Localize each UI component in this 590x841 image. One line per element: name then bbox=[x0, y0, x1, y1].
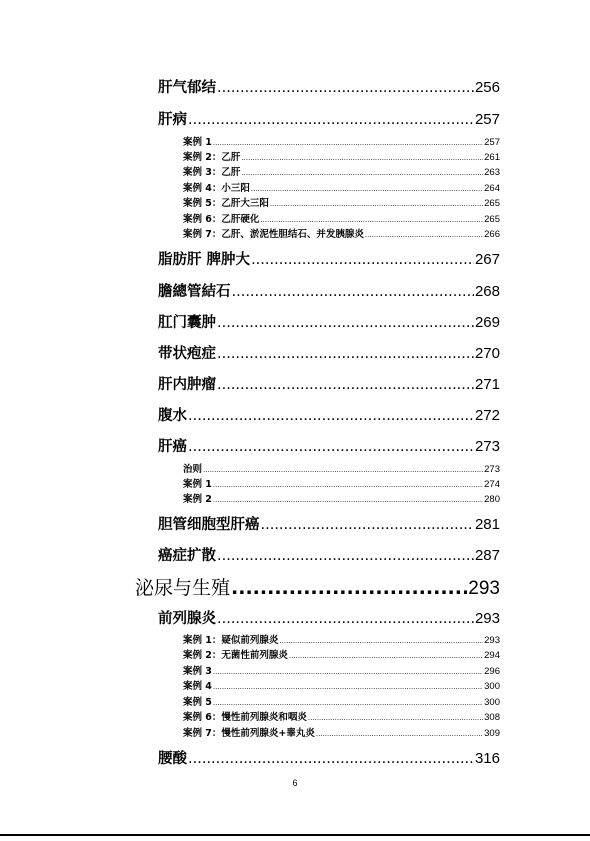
dot-leader bbox=[213, 481, 483, 489]
toc-subentry[interactable] bbox=[183, 725, 500, 739]
dot-leader bbox=[213, 139, 483, 147]
toc-subentry[interactable] bbox=[183, 632, 500, 646]
dot-leader bbox=[270, 200, 483, 208]
toc-subentry[interactable] bbox=[183, 647, 500, 661]
toc-page-number: 256 bbox=[474, 79, 500, 96]
toc-entry-title: 膽總管結石 bbox=[158, 284, 231, 300]
toc-page-number: 263 bbox=[484, 167, 500, 178]
dot-leader bbox=[241, 169, 483, 177]
toc-entry-title: 带状疱症 bbox=[158, 346, 216, 362]
toc-page-number: 293 bbox=[468, 578, 500, 599]
dot-leader bbox=[217, 346, 474, 362]
toc-subentry[interactable] bbox=[183, 226, 500, 240]
dot-leader bbox=[232, 284, 474, 300]
toc-page-number: 272 bbox=[474, 407, 500, 424]
toc-page-number: 257 bbox=[474, 111, 500, 128]
toc-entry-title: 案例 7：乙肝、淤泥性胆结石、并发胰腺炎 bbox=[183, 229, 364, 240]
dot-leader bbox=[217, 548, 474, 564]
toc-page-number: 316 bbox=[474, 750, 500, 767]
dot-leader bbox=[213, 699, 483, 707]
toc-subentry[interactable] bbox=[183, 694, 500, 708]
toc-entry-title: 肛门囊肿 bbox=[158, 315, 216, 331]
toc-subentry[interactable] bbox=[183, 164, 500, 178]
toc-page-number: 267 bbox=[474, 251, 500, 268]
toc-page-number: 281 bbox=[474, 516, 500, 533]
dot-leader bbox=[365, 231, 483, 239]
toc-page-number: 280 bbox=[484, 494, 500, 505]
toc-entry[interactable] bbox=[158, 76, 500, 97]
dot-leader bbox=[203, 466, 483, 474]
page-number: 6 bbox=[292, 778, 298, 788]
toc-entry-title: 胆管细胞型肝癌 bbox=[158, 517, 260, 533]
dot-leader bbox=[188, 408, 474, 424]
toc-entry[interactable] bbox=[158, 280, 500, 301]
toc-subentry[interactable] bbox=[183, 211, 500, 225]
toc-page-number: 309 bbox=[484, 728, 500, 739]
toc-entry[interactable] bbox=[158, 544, 500, 565]
toc-entry-title: 案例 6：慢性前列腺炎和咽炎 bbox=[183, 712, 307, 723]
toc-entry-title: 案例 7：慢性前列腺炎+睾丸炎 bbox=[183, 728, 315, 739]
toc-entry-title: 泌尿与生殖 bbox=[135, 577, 231, 599]
toc-page-number: 273 bbox=[474, 438, 500, 455]
dot-leader bbox=[231, 577, 467, 599]
toc-entry-title: 癌症扩散 bbox=[158, 548, 216, 564]
toc-entry[interactable] bbox=[158, 435, 500, 456]
dot-leader bbox=[251, 185, 483, 193]
toc-entry-title: 案例 5 bbox=[183, 697, 212, 708]
toc-entry-title: 肝病 bbox=[158, 112, 187, 128]
dot-leader bbox=[213, 668, 483, 676]
toc-page-number: 269 bbox=[474, 314, 500, 331]
toc-subentry[interactable] bbox=[183, 663, 500, 677]
toc-page-number: 300 bbox=[484, 697, 500, 708]
dot-leader bbox=[241, 154, 483, 162]
dot-leader bbox=[217, 80, 474, 96]
dot-leader bbox=[308, 714, 483, 722]
toc-subentry[interactable] bbox=[183, 678, 500, 692]
toc-section-heading[interactable] bbox=[135, 573, 500, 600]
toc-entry[interactable] bbox=[158, 513, 500, 534]
toc-subentry[interactable] bbox=[183, 491, 500, 505]
toc-entry-title: 脂肪肝 脾肿大 bbox=[158, 252, 251, 268]
toc-page-number: 257 bbox=[484, 137, 500, 148]
dot-leader bbox=[213, 683, 483, 691]
toc-subentry[interactable] bbox=[183, 149, 500, 163]
dot-leader bbox=[188, 112, 474, 128]
toc-entry-title: 案例 1 bbox=[183, 137, 212, 148]
dot-leader bbox=[289, 652, 483, 660]
toc-entry-title: 案例 2 bbox=[183, 494, 212, 505]
toc-entry[interactable] bbox=[158, 607, 500, 628]
toc-entry[interactable] bbox=[158, 108, 500, 129]
toc-page-number: 266 bbox=[484, 229, 500, 240]
toc-entry-title: 案例 4 bbox=[183, 681, 212, 692]
toc-entry[interactable] bbox=[158, 404, 500, 425]
toc-page-number: 300 bbox=[484, 681, 500, 692]
toc-subentry[interactable] bbox=[183, 461, 500, 475]
toc-entry[interactable] bbox=[158, 747, 500, 768]
dot-leader bbox=[188, 439, 474, 455]
toc-entry-title: 肝癌 bbox=[158, 439, 187, 455]
toc-subentry[interactable] bbox=[183, 134, 500, 148]
toc-page-number: 271 bbox=[474, 376, 500, 393]
dot-leader bbox=[251, 252, 474, 268]
toc-entry-title: 案例 2：无菌性前列腺炎 bbox=[183, 650, 288, 661]
toc-entry-title: 案例 1 bbox=[183, 479, 212, 490]
toc-subentry[interactable] bbox=[183, 195, 500, 209]
toc-subentry[interactable] bbox=[183, 476, 500, 490]
dot-leader bbox=[279, 637, 483, 645]
toc-page-number: 308 bbox=[484, 712, 500, 723]
toc-subentry[interactable] bbox=[183, 180, 500, 194]
toc-page-number: 265 bbox=[484, 214, 500, 225]
toc-entry-title: 治则 bbox=[183, 464, 203, 475]
dot-leader bbox=[213, 496, 483, 504]
toc-entry-title: 前列腺炎 bbox=[158, 611, 216, 627]
toc-entry-title: 案例 2：乙肝 bbox=[183, 152, 241, 163]
toc-entry-title: 案例 1：疑似前列腺炎 bbox=[183, 635, 279, 646]
toc-page-number: 294 bbox=[484, 650, 500, 661]
toc-entry-title: 腰酸 bbox=[158, 751, 187, 767]
toc-page-number: 287 bbox=[474, 547, 500, 564]
toc-page-number: 274 bbox=[484, 479, 500, 490]
toc-entry-title: 肝内肿瘤 bbox=[158, 377, 216, 393]
dot-leader bbox=[217, 377, 474, 393]
dot-leader bbox=[261, 517, 474, 533]
toc-entry-title: 腹水 bbox=[158, 408, 187, 424]
bottom-rule bbox=[0, 834, 590, 836]
toc-entry-title: 案例 4：小三阳 bbox=[183, 183, 250, 194]
dot-leader bbox=[217, 611, 474, 627]
toc-entry[interactable] bbox=[158, 248, 500, 269]
toc-entry-title: 案例 6：乙肝硬化 bbox=[183, 214, 260, 225]
toc-page-number: 268 bbox=[474, 283, 500, 300]
toc-page-number: 293 bbox=[474, 610, 500, 627]
toc-page-number: 261 bbox=[484, 152, 500, 163]
toc-page-number: 273 bbox=[484, 464, 500, 475]
dot-leader bbox=[316, 730, 483, 738]
toc-page-number: 296 bbox=[484, 666, 500, 677]
toc-page-number: 293 bbox=[484, 635, 500, 646]
toc-entry-title: 案例 3 bbox=[183, 666, 212, 677]
toc-entry-title: 肝气郁结 bbox=[158, 80, 216, 96]
toc-page-number: 265 bbox=[484, 198, 500, 209]
toc-entry-title: 案例 3：乙肝 bbox=[183, 167, 241, 178]
toc-entry[interactable] bbox=[158, 311, 500, 332]
toc-entry-title: 案例 5：乙肝大三阳 bbox=[183, 198, 269, 209]
toc-page-number: 264 bbox=[484, 183, 500, 194]
dot-leader bbox=[217, 315, 474, 331]
toc-entry[interactable] bbox=[158, 342, 500, 363]
dot-leader bbox=[260, 216, 483, 224]
toc-subentry[interactable] bbox=[183, 709, 500, 723]
toc-entry[interactable] bbox=[158, 373, 500, 394]
dot-leader bbox=[188, 751, 474, 767]
toc-page-number: 270 bbox=[474, 345, 500, 362]
